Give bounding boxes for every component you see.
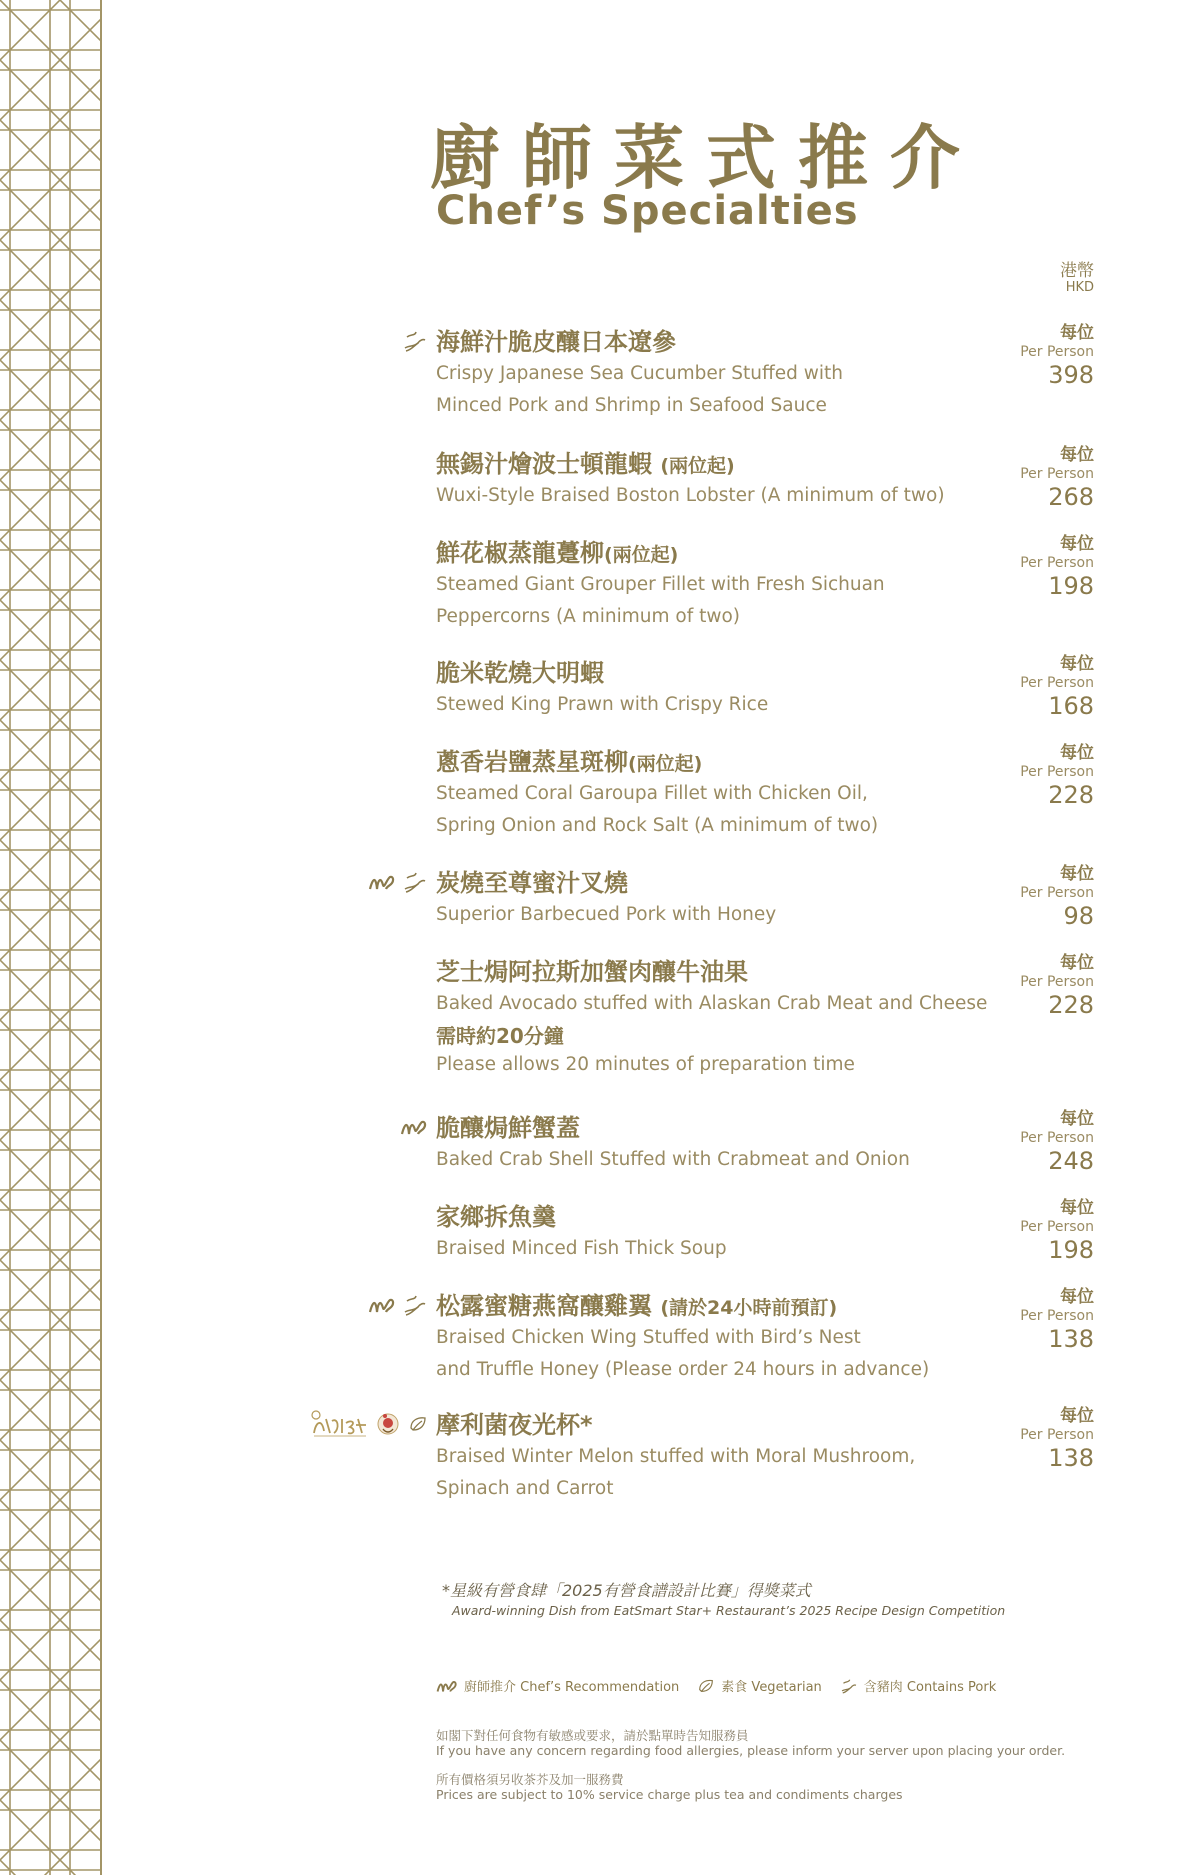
- item-price: 每位 Per Person 248: [954, 1108, 1094, 1176]
- vegetarian-icon: [697, 1677, 715, 1695]
- pork-icon: [402, 869, 428, 895]
- item-price: 每位 Per Person 198: [954, 533, 1094, 601]
- icon-legend: [436, 1676, 1014, 1695]
- item-price: 每位 Per Person 228: [954, 952, 1094, 1020]
- lattice-border-pattern: [0, 0, 104, 1875]
- currency-zh: 港幣: [1060, 261, 1094, 281]
- legend-pork: 含豬肉 Contains Pork: [840, 1676, 996, 1695]
- pork-icon: [840, 1677, 858, 1695]
- item-name: 摩利菌夜光杯*: [436, 1411, 593, 1439]
- item-price: 每位 Per Person 398: [954, 322, 1094, 390]
- item-note: (兩位起): [628, 753, 703, 775]
- item-description: Baked Crab Shell Stuffed with Crabmeat and Onion: [436, 1149, 910, 1170]
- item-note: (請於24小時前預訂): [660, 1297, 838, 1319]
- item-name: 芝士焗阿拉斯加蟹肉釀牛油果: [436, 958, 748, 986]
- award-badge-icon: [376, 1411, 400, 1437]
- item-name: 鮮花椒蒸龍躉柳(兩位起): [436, 539, 679, 567]
- price-value: 138: [1048, 1444, 1094, 1472]
- price-value: 228: [1048, 991, 1094, 1019]
- item-icons: [400, 1110, 428, 1144]
- item-name: 蔥香岩鹽蒸星斑柳(兩位起): [436, 748, 703, 776]
- item-icons: [402, 324, 428, 358]
- item-note: (兩位起): [604, 544, 679, 566]
- price-value: 198: [1048, 1236, 1094, 1264]
- item-description: Steamed Coral Garoupa Fillet with Chicken Oil, Spring Onion and Rock Salt (A minimum of two): [436, 783, 879, 836]
- item-name: 脆釀焗鮮蟹蓋: [436, 1114, 580, 1142]
- currency-label: [1000, 262, 1094, 295]
- item-description: Stewed King Prawn with Crispy Rice: [436, 694, 769, 715]
- pork-icon: [402, 1292, 428, 1318]
- item-name: 脆米乾燒大明蝦: [436, 659, 604, 687]
- item-description: Baked Avocado stuffed with Alaskan Crab Meat and Cheese 需時約20分鐘 Please allows 20 minutes of preparation time: [436, 988, 987, 1078]
- item-description: Braised Winter Melon stuffed with Moral Mushroom, Spinach and Carrot: [436, 1446, 916, 1499]
- item-price: 每位 Per Person 138: [954, 1286, 1094, 1354]
- item-price: 每位 Per Person 198: [954, 1197, 1094, 1265]
- legend-chef: 廚師推介 Chef’s Recommendation: [436, 1676, 679, 1695]
- page-title-zh: 廚師菜式推介: [430, 116, 982, 199]
- item-icons: [310, 1407, 428, 1441]
- item-price: 每位 Per Person 98: [954, 863, 1094, 931]
- price-value: 168: [1048, 692, 1094, 720]
- price-value: 268: [1048, 483, 1094, 511]
- chef-icon: [368, 871, 396, 893]
- price-value: 248: [1048, 1147, 1094, 1175]
- page-title-en: Chef’s Specialties: [436, 188, 859, 234]
- legend-vegetarian: 素食 Vegetarian: [697, 1676, 822, 1695]
- item-price: 每位 Per Person 138: [954, 1405, 1094, 1473]
- item-description: Crispy Japanese Sea Cucumber Stuffed with Minced Pork and Shrimp in Seafood Sauce: [436, 363, 843, 416]
- currency-en: HKD: [1065, 280, 1094, 295]
- item-icons: [368, 1288, 428, 1322]
- award-note: [442, 1578, 1005, 1618]
- pork-icon: [402, 328, 428, 354]
- item-name: 炭燒至尊蜜汁叉燒: [436, 869, 628, 897]
- award-note-zh: *星級有營食肆「2025有營食譜設計比賽」得獎菜式: [442, 1581, 811, 1600]
- item-name: 海鮮汁脆皮釀日本遼參: [436, 328, 676, 356]
- item-description: Steamed Giant Grouper Fillet with Fresh Sichuan Peppercorns (A minimum of two): [436, 574, 885, 627]
- item-description: Wuxi-Style Braised Boston Lobster (A minimum of two): [436, 485, 945, 506]
- allergy-note: 如閣下對任何食物有敏感或要求，請於點單時告知服務員 If you have any concern regarding food allergies, please inform your server upon placing your order.: [436, 1728, 1066, 1758]
- price-value: 98: [1063, 902, 1094, 930]
- price-value: 138: [1048, 1325, 1094, 1353]
- item-price: 每位 Per Person 168: [954, 653, 1094, 721]
- eatsmart-logo-icon: [310, 1409, 368, 1439]
- vegetarian-icon: [408, 1414, 428, 1434]
- price-value: 198: [1048, 572, 1094, 600]
- chef-icon: [400, 1116, 428, 1138]
- item-name: 松露蜜糖燕窩釀雞翼 (請於24小時前預訂): [436, 1292, 838, 1320]
- item-description: Braised Chicken Wing Stuffed with Bird’s Nest and Truffle Honey (Please order 24 hours in advance): [436, 1327, 930, 1380]
- item-description: Braised Minced Fish Thick Soup: [436, 1238, 727, 1259]
- prep-time-zh: 需時約20分鐘: [436, 1024, 564, 1048]
- item-name: 無錫汁燴波士頓龍蝦 (兩位起): [436, 450, 735, 478]
- chef-icon: [436, 1677, 458, 1695]
- item-price: 每位 Per Person 228: [954, 742, 1094, 810]
- chef-icon: [368, 1294, 396, 1316]
- item-icons: [368, 865, 428, 899]
- prep-time-en: Please allows 20 minutes of preparation time: [436, 1054, 855, 1075]
- service-charge-note: 所有價格須另收茶芥及加一服務費 Prices are subject to 10% service charge plus tea and condiments charges: [436, 1772, 903, 1802]
- item-name: 家鄉拆魚羹: [436, 1203, 556, 1231]
- item-description: Superior Barbecued Pork with Honey: [436, 904, 777, 925]
- price-value: 398: [1048, 361, 1094, 389]
- item-note: (兩位起): [660, 455, 735, 477]
- price-value: 228: [1048, 781, 1094, 809]
- item-price: 每位 Per Person 268: [954, 444, 1094, 512]
- award-note-en: Award-winning Dish from EatSmart Star+ Restaurant’s 2025 Recipe Design Competition: [452, 1603, 1006, 1618]
